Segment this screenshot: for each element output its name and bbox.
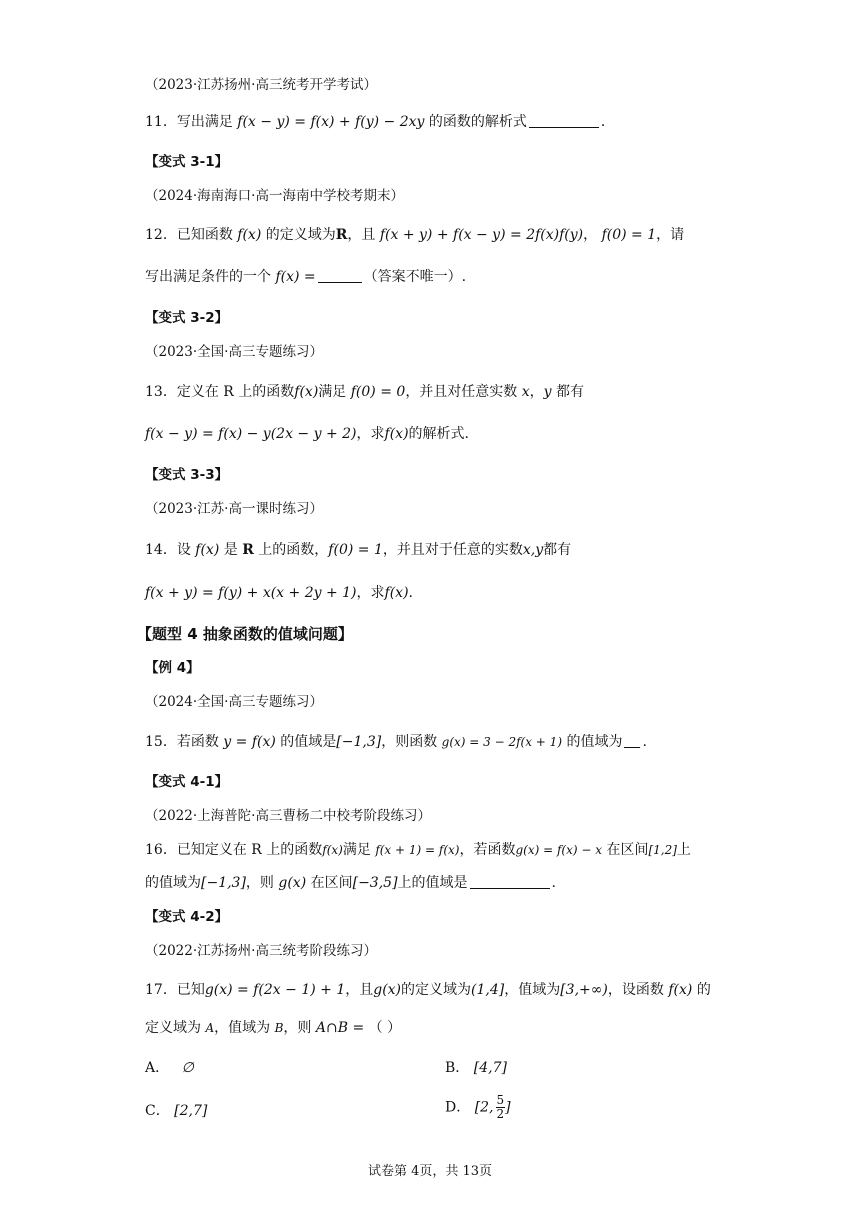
option-d-label: D． xyxy=(445,1099,471,1116)
option-a-value: ∅ xyxy=(181,1060,194,1076)
q15-text-d: 的值域为 xyxy=(566,734,623,750)
q16-line2-a: 的值域为 xyxy=(145,875,201,891)
q17-text-a: 已知 xyxy=(176,982,205,998)
q12-text-c: ，且 xyxy=(347,227,376,243)
option-b[interactable] xyxy=(445,1058,507,1078)
q14-text-c: 上的函数， xyxy=(258,542,329,558)
q13-condition: f(0) = 0 xyxy=(350,384,406,400)
question-12-line-2 xyxy=(145,267,466,287)
option-d-right: ] xyxy=(505,1099,511,1116)
q16-text-d: ，若函数 xyxy=(459,842,516,858)
option-c-label: C． xyxy=(145,1103,170,1119)
q12-line2-a: 写出满足条件的一个 xyxy=(145,269,271,285)
option-c-value: [2,7] xyxy=(174,1103,208,1119)
variant-4-1-label: 【变式 4-1】 xyxy=(145,774,229,790)
option-d-numerator: 5 xyxy=(496,1093,505,1107)
q14-fx: f(x) xyxy=(195,542,220,558)
q13-text-e: ，求 xyxy=(356,426,385,442)
q14-fx2: f(x) xyxy=(384,585,409,601)
option-b-value: [4,7] xyxy=(473,1060,507,1076)
variant-3-2-source: （2023·全国·高三专题练习） xyxy=(145,344,323,360)
q16-real-set: R xyxy=(251,842,262,858)
q17-gx: g(x) xyxy=(373,982,402,998)
q16-text-b: 上的函数 xyxy=(266,842,323,858)
q15-text-c: ，则函数 xyxy=(381,734,438,750)
option-a[interactable] xyxy=(145,1058,194,1078)
option-a-label: A． xyxy=(145,1060,170,1076)
q11-answer-blank[interactable] xyxy=(529,113,599,128)
q16-line2-range: [−1,3] xyxy=(201,875,246,891)
q13-number: 13． xyxy=(145,384,177,400)
q17-line2-b: ，值域为 xyxy=(214,1020,271,1036)
q11-text-a: 写出满足 xyxy=(176,114,233,130)
q15-range: [−1,3] xyxy=(336,734,382,750)
question-16-line-1 xyxy=(145,840,691,860)
example-4-source: （2024·全国·高三专题练习） xyxy=(145,694,323,710)
question-15 xyxy=(145,732,647,752)
q13-text-c: ，并且对任意实数 xyxy=(405,384,518,400)
q12-condition: f(0) = 1 xyxy=(601,227,657,243)
option-d-left: [2, xyxy=(474,1099,494,1116)
q16-interval: [1,2] xyxy=(648,843,677,857)
q14-vars: x,y xyxy=(522,542,544,558)
q17-text-c: 的定义域为 xyxy=(401,982,472,998)
q13-equation: f(x − y) = f(x) − y(2x − y + 2) xyxy=(145,426,357,442)
q16-text-c: 满足 xyxy=(342,842,371,858)
q13-var-x: x xyxy=(521,384,530,400)
q17-line2-a: 定义域为 xyxy=(145,1020,201,1036)
q16-line2-interval: [−3,5] xyxy=(352,875,398,891)
option-d-denominator: 2 xyxy=(496,1107,505,1121)
q13-fx: f(x) xyxy=(294,384,319,400)
q17-equation: g(x) = f(2x − 1) + 1 xyxy=(204,982,346,998)
q16-line2-c: 在区间 xyxy=(310,875,353,891)
variant-3-3-label: 【变式 3-3】 xyxy=(145,467,229,483)
q14-condition: f(0) = 1 xyxy=(328,542,383,558)
q14-text-e: 都有 xyxy=(543,542,572,558)
q11-equation: f(x − y) = f(x) + f(y) − 2xy xyxy=(237,114,425,130)
question-17-line-2 xyxy=(145,1018,401,1038)
q16-text-f: 上 xyxy=(676,842,691,858)
q14-real-set: R xyxy=(242,542,254,558)
q17-text-d: ，值域为 xyxy=(504,982,561,998)
q12-sep: ， xyxy=(583,227,598,243)
q11-number: 11． xyxy=(145,114,177,130)
variant-3-2-label: 【变式 3-2】 xyxy=(145,310,229,326)
q12-text-b: 的定义域为 xyxy=(265,227,336,243)
option-c[interactable] xyxy=(145,1101,207,1121)
q14-text-a: 设 xyxy=(176,542,191,558)
q12-number: 12． xyxy=(145,227,177,243)
variant-3-1-label: 【变式 3-1】 xyxy=(145,154,229,170)
q17-line2-d: （ ） xyxy=(368,1020,402,1036)
variant-3-3-source: （2023·江苏·高一课时练习） xyxy=(145,501,323,517)
q16-fx: f(x) xyxy=(322,843,343,857)
q17-number: 17． xyxy=(145,982,177,998)
q15-number: 15． xyxy=(145,734,177,750)
question-13-line-2 xyxy=(145,424,469,444)
q13-comma: ， xyxy=(529,384,544,400)
q16-line2-d: 上的值域是 xyxy=(397,875,468,891)
variant-3-1-source: （2024·海南海口·高一海南中学校考期末） xyxy=(145,188,404,204)
q15-g-function: g(x) = 3 − 2f(x + 1) xyxy=(441,735,562,749)
question-14-line-2 xyxy=(145,583,413,603)
question-17-line-1 xyxy=(145,980,711,1000)
q17-text-b: ，且 xyxy=(345,982,374,998)
q15-text-e: . xyxy=(642,734,647,750)
q14-number: 14． xyxy=(145,542,177,558)
q17-text-f: 的 xyxy=(696,982,711,998)
q12-fx: f(x) xyxy=(237,227,262,243)
example-4-label: 【例 4】 xyxy=(145,660,200,676)
question-16-line-2 xyxy=(145,873,556,893)
q13-text-b: 满足 xyxy=(318,384,347,400)
q17-set-b: B xyxy=(274,1021,284,1035)
q12-line2-fx: f(x) = xyxy=(275,269,316,285)
option-d-fraction xyxy=(496,1094,506,1121)
q17-line2-c: ，则 xyxy=(283,1020,312,1036)
variant-4-1-source: （2022·上海普陀·高三曹杨二中校考阶段练习） xyxy=(145,808,431,824)
option-d[interactable] xyxy=(445,1094,511,1121)
q12-real-set: R xyxy=(335,227,348,243)
q17-fx: f(x) xyxy=(668,982,693,998)
q14-text-d: ，并且对于任意的实数 xyxy=(382,542,523,558)
q17-set-a: A xyxy=(205,1021,215,1035)
page-footer: 试卷第 4页，共 13页 xyxy=(367,1164,493,1179)
q17-intersection: A∩B = xyxy=(315,1020,365,1036)
variant-4-2-source: （2022·江苏扬州·高三统考阶段练习） xyxy=(145,943,377,959)
question-13-line-1 xyxy=(145,382,584,402)
q12-answer-blank[interactable] xyxy=(318,268,362,283)
q14-text-f: ，求 xyxy=(356,585,385,601)
q12-text-d: ，请 xyxy=(656,227,685,243)
q17-text-e: ，设函数 xyxy=(607,982,664,998)
q13-text-f: 的解析式. xyxy=(408,426,469,442)
section-4-title: 【题型 4 抽象函数的值域问题】 xyxy=(137,625,353,643)
q16-text-e: 在区间 xyxy=(606,842,649,858)
q16-answer-blank[interactable] xyxy=(470,874,550,889)
q12-equation: f(x + y) + f(x − y) = 2f(x)f(y) xyxy=(379,227,584,243)
q16-text-a: 已知定义在 xyxy=(176,842,247,858)
q14-text-b: 是 xyxy=(223,542,238,558)
q17-domain: (1,4] xyxy=(471,982,505,998)
q15-text-b: 的值域是 xyxy=(280,734,337,750)
q16-equation: f(x + 1) = f(x) xyxy=(375,843,460,857)
q12-text-a: 已知函数 xyxy=(176,227,233,243)
q16-number: 16． xyxy=(145,842,177,858)
question-12-line-1 xyxy=(145,225,684,245)
question-11 xyxy=(145,112,615,132)
q11-text-c: ． xyxy=(600,114,615,130)
q12-line2-b: （答案不唯一）. xyxy=(363,269,467,285)
q13-text-d: 都有 xyxy=(556,384,585,400)
option-b-label: B． xyxy=(445,1060,470,1076)
q11-source: （2023·江苏扬州·高三统考开学考试） xyxy=(145,77,377,93)
q11-text-b: 的函数的解析式 xyxy=(428,114,527,130)
q13-var-y: y xyxy=(543,384,552,400)
question-14-line-1 xyxy=(145,540,571,560)
q14-equation: f(x + y) = f(y) + x(x + 2y + 1) xyxy=(145,585,357,601)
q15-function: y = f(x) xyxy=(223,734,276,750)
q15-answer-blank[interactable] xyxy=(624,733,640,748)
q17-range: [3,+∞) xyxy=(560,982,608,998)
q16-line2-b: ，则 xyxy=(245,875,274,891)
q16-g-function: g(x) = f(x) − x xyxy=(515,843,602,857)
q16-line2-e: . xyxy=(551,875,556,891)
variant-4-2-label: 【变式 4-2】 xyxy=(145,909,229,925)
q15-text-a: 若函数 xyxy=(176,734,219,750)
q14-text-g: . xyxy=(408,585,413,601)
q16-line2-g: g(x) xyxy=(278,875,307,891)
q13-fx2: f(x) xyxy=(384,426,409,442)
q13-text-a: 定义在 R 上的函数 xyxy=(176,384,295,400)
